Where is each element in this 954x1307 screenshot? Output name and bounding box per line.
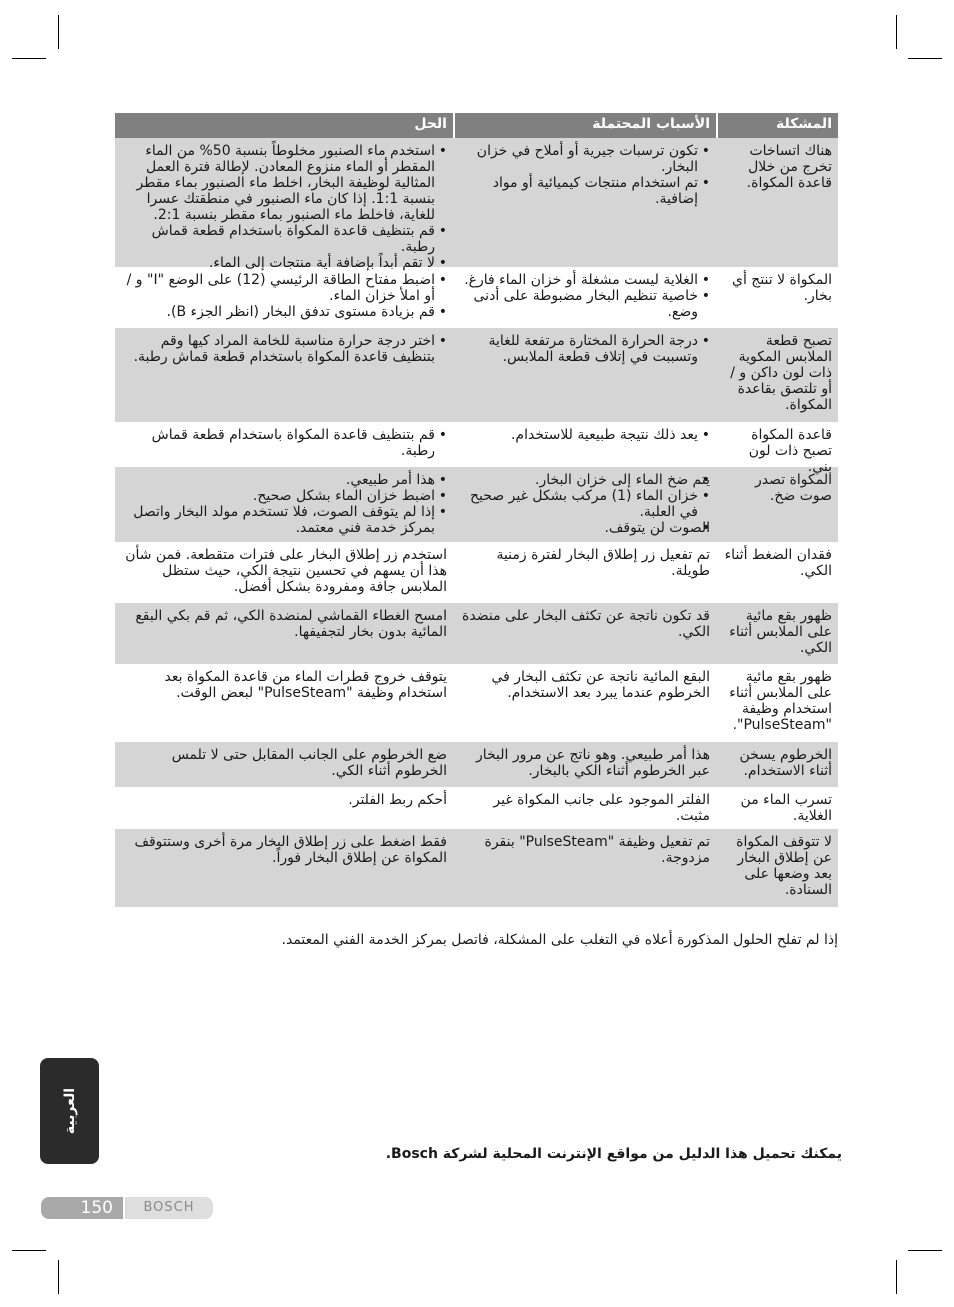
- solution-item: • هذا أمر طبيعي.: [121, 472, 447, 488]
- problem-cell: فقدان الضغط أثناء الكي.: [724, 547, 832, 579]
- table-row: [115, 603, 838, 664]
- solution-cell: امسح الغطاء القماشي لمنضدة الكي، ثم قم بكي البقع المائية بدون بخار لتجفيفها.: [135, 608, 447, 640]
- cause-cell: هذا أمر طبيعي. وهو ناتج عن مرور البخار عبر الخرطوم أثناء الكي بالبخار.: [475, 747, 710, 779]
- crop-mark: [58, 15, 59, 49]
- table-row: [115, 542, 838, 603]
- cause-item: • يعد ذلك نتيجة طبيعية للاستخدام.: [459, 427, 710, 443]
- cause-item: • يتم ضخ الماء إلى خزان البخار.: [459, 472, 710, 488]
- solution-item: • اضبط خزان الماء بشكل صحيح.: [121, 488, 447, 504]
- solution-cell: أحكم ربط الفلتر.: [348, 792, 447, 808]
- cause-item: • درجة الحرارة المختارة مرتفعة للغاية وتسببت في إتلاف قطعة الملابس.: [459, 333, 710, 365]
- solution-item: • استخدم ماء الصنبور مخلوطاً بنسبة 50% من الماء المقطر أو الماء منزوع المعادن. لإطالة فترة العمل المثالية لوظيفة البخار، اخلط ماء الصنبور بماء مقطر بنسبة 1:1. إذا كان ماء الصنبور في منطقتك عسرا للغاية، فاخلط ماء الصنبور بماء مقطر بنسبة 2:1.: [121, 143, 447, 223]
- crop-mark: [908, 58, 942, 59]
- cause-item: • خاصية تنظيم البخار مضبوطة على أدنى وضع.: [459, 288, 710, 320]
- language-tab-label: العربية: [61, 1087, 78, 1135]
- solution-cell: [115, 328, 453, 422]
- table-row: [115, 422, 838, 475]
- problem-cell: تسرب الماء من الغلاية.: [740, 792, 832, 824]
- table-header: [115, 113, 838, 138]
- problem-cell: المكواة تصدر صوت ضخ.: [754, 472, 832, 504]
- cause-cell: تم تفعيل زر إطلاق البخار لفترة زمنية طويلة.: [496, 547, 710, 579]
- cause-cell: [453, 138, 716, 267]
- problem-cell: ظهور بقع مائية على الملابس أثناء استخدام وظيفة "PulseSteam".: [729, 669, 832, 733]
- table-row: [115, 742, 838, 787]
- header-cause: الأسباب المحتملة: [453, 113, 716, 138]
- cause-cell: [453, 422, 716, 467]
- solution-cell: [115, 422, 453, 467]
- problem-cell: الخرطوم يسخن أثناء الاستخدام.: [739, 747, 832, 779]
- service-note: إذا لم تفلح الحلول المذكورة أعلاه في التغلب على المشكلة، فاتصل بمركز الخدمة الفني المعتمد.: [281, 932, 838, 948]
- cause-cell: البقع المائية ناتجة عن تكثف البخار في الخرطوم عندما يبرد بعد الاستخدام.: [491, 669, 710, 701]
- table-row: [115, 138, 838, 271]
- troubleshooting-table: [115, 113, 838, 907]
- cause-cell: [453, 467, 716, 542]
- table-row: [115, 664, 838, 742]
- solution-item: • اضبط مفتاح الطاقة الرئيسي (12) على الوضع "I" و / أو املأ خزان الماء.: [121, 272, 447, 304]
- solution-item: • قم بتنظيف قاعدة المكواة باستخدام قطعة قماش رطبة.: [121, 223, 447, 255]
- cause-cell: الفلتر الموجود على جانب المكواة غير مثبت.: [493, 792, 710, 824]
- crop-mark: [12, 58, 46, 59]
- solution-cell: [115, 467, 453, 542]
- solution-cell: [115, 138, 453, 271]
- cause-cell: [453, 267, 716, 328]
- problem-cell: تصبح قطعة الملابس المكوية ذات لون داكن و / أو تلتصق بقاعدة المكواة.: [730, 333, 832, 413]
- cause-cell: [453, 328, 716, 422]
- solution-cell: فقط اضغط على زر إطلاق البخار مرة أخرى وستتوقف المكواة عن إطلاق البخار فوراً.: [134, 834, 447, 866]
- page-number: 150: [41, 1197, 123, 1219]
- language-tab: [40, 1058, 99, 1164]
- problem-cell: ظهور بقع مائية على الملابس أثناء الكي.: [729, 608, 832, 656]
- header-solution: الحل: [115, 113, 453, 138]
- solution-item: • قم بتنظيف قاعدة المكواة باستخدام قطعة قماش رطبة.: [121, 427, 447, 459]
- problem-cell: المكواة لا تنتج أي بخار.: [731, 272, 832, 304]
- solution-cell: استخدم زر إطلاق البخار على فترات متقطعة. فمن شأن هذا أن يسهم في تحسين نتيجة الكي، حيث ستظل الملابس جافة ومفرودة بشكل أفضل.: [125, 547, 447, 595]
- problem-cell: هناك اتساخات تخرج من خلال قاعدة المكواة.: [746, 143, 832, 191]
- solution-item: • اختر درجة حرارة مناسبة للخامة المراد كيها وقم بتنظيف قاعدة المكواة باستخدام قطعة قماش رطبة.: [121, 333, 447, 365]
- cause-cell: قد تكون ناتجة عن تكثف البخار على منضدة الكي.: [462, 608, 710, 640]
- cause-cell: تم تفعيل وظيفة "PulseSteam" بنقرة مزدوجة.: [484, 834, 710, 866]
- footer-brand: BOSCH: [125, 1197, 213, 1219]
- crop-mark: [58, 1260, 59, 1294]
- solution-item: • قم بزيادة مستوى تدفق البخار (انظر الجزء B).: [121, 304, 447, 320]
- problem-cell: لا تتوقف المكواة عن إطلاق البخار بعد وضعها على السنادة.: [736, 834, 832, 898]
- cause-item: • الصوت لن يتوقف.: [459, 520, 710, 536]
- cause-item: • خزان الماء (1) مركب بشكل غير صحيح في العلبة.: [459, 488, 710, 520]
- solution-cell: ضع الخرطوم على الجانب المقابل حتى لا تلمس الخرطوم أثناء الكي.: [171, 747, 447, 779]
- problem-cell: قاعدة المكواة تصبح ذات لون بني.: [748, 427, 832, 475]
- cause-item: • الغلاية ليست مشغلة أو خزان الماء فارغ.: [459, 272, 710, 288]
- cause-item: • تم استخدام منتجات كيميائية أو مواد إضافية.: [459, 175, 710, 207]
- table-row: [115, 787, 838, 829]
- crop-mark: [896, 1260, 897, 1294]
- solution-item: • إذا لم يتوقف الصوت، فلا تستخدم مولد البخار واتصل بمركز خدمة فني معتمد.: [121, 504, 447, 536]
- crop-mark: [908, 1250, 942, 1251]
- table-row: [115, 829, 838, 907]
- table-row: [115, 328, 838, 422]
- download-note: يمكنك تحميل هذا الدليل من مواقع الإنترنت المحلية لشركة Bosch.: [385, 1146, 842, 1162]
- crop-mark: [12, 1250, 46, 1251]
- crop-mark: [896, 15, 897, 49]
- table-row: [115, 467, 838, 542]
- cause-item: • تكون ترسبات جيرية أو أملاح في خزان البخار.: [459, 143, 710, 175]
- header-problem: المشكلة: [716, 113, 838, 138]
- solution-cell: يتوقف خروج قطرات الماء من قاعدة المكواة بعد استخدام وظيفة "PulseSteam" لبعض الوقت.: [164, 669, 447, 701]
- table-row: [115, 267, 838, 328]
- solution-cell: [115, 267, 453, 328]
- solution-item: • لا تقم أبداً بإضافة أية منتجات إلى الماء.: [121, 255, 447, 271]
